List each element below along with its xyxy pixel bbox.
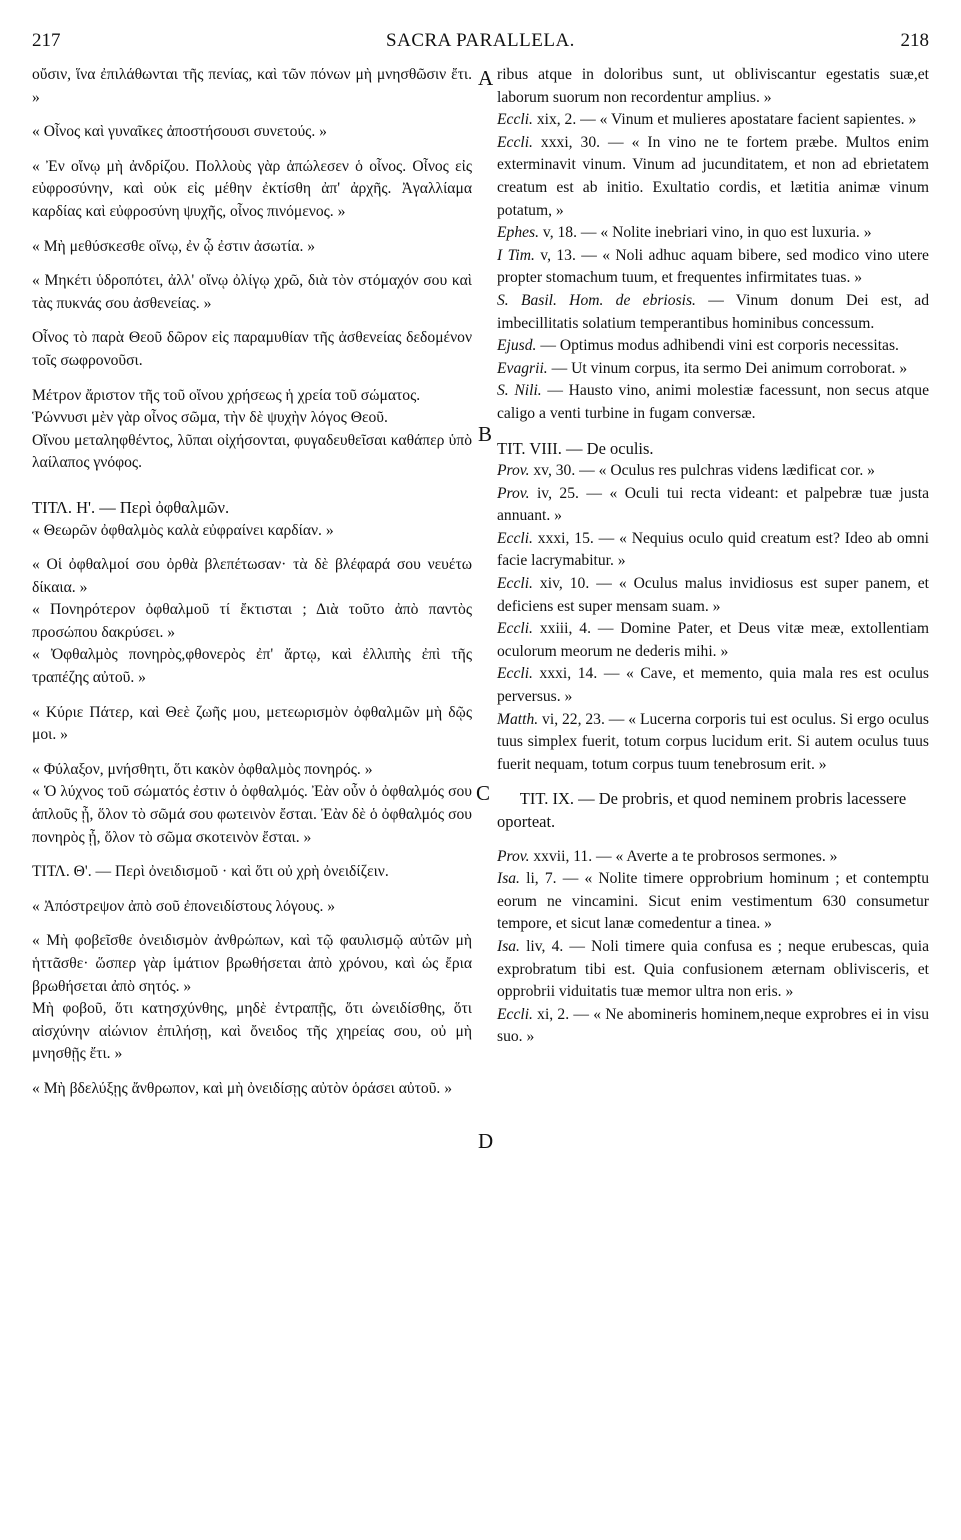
latin-text: xxvii, 11. — « Averte a te probrosos sermones. »: [529, 847, 838, 865]
margin-letter-c: C: [476, 781, 491, 805]
greek-paragraph: οὔσιν, ἵνα ἐπιλάθωνται τῆς πενίας, καὶ τῶν πόνων μὴ μνησθῶσιν ἔτι. »: [32, 66, 472, 106]
citation-ref: S. Nili.: [497, 382, 542, 400]
latin-text: xxiii, 4. — Domine Pater, et Deus vitæ meæ, extollentiam oculorum meorum ne dederis mihi. »: [497, 620, 929, 660]
latin-paragraph: [497, 380, 929, 425]
latin-paragraph: [497, 663, 929, 708]
citation-ref: Prov.: [497, 847, 530, 865]
greek-paragraph: Οἴνου μεταληφθέντος, λῦπαι οἰχήσονται, φυγαδευθεῖσαι καθάπερ ὑπὸ λαίλαπος γνόφος.: [32, 431, 472, 472]
greek-section-title: ΤΙΤΛ. Η'. — Περὶ ὀφθαλμῶν.: [32, 497, 230, 517]
running-title: SACRA PARALLELA.: [386, 30, 575, 51]
latin-paragraph: [497, 245, 929, 290]
greek-paragraph: « Μὴ φοβεῖσθε ὀνειδισμὸν ἀνθρώπων, καὶ τῷ φαυλισμῷ αὐτῶν μὴ ἡττᾶσθε· ὥσπερ γὰρ ἱμάτιον βρωθήσεται ἀπὸ χρόνου, καὶ ὡς ἔρια βρωθήσεται ἀπὸ σητός. »: [32, 932, 472, 995]
margin-letter-a: A: [478, 66, 494, 90]
greek-paragraph: « Ἀπόστρεψον ἀπὸ σοῦ ἐπονειδίστους λόγους. »: [32, 897, 336, 915]
latin-column: [497, 64, 929, 1049]
latin-paragraph: [497, 709, 929, 777]
greek-section-title: ΤΙΤΛ. Θ'. — Περὶ ὀνειδισμοῦ · καὶ ὅτι οὐ χρὴ ὀνειδίζειν.: [32, 863, 389, 881]
greek-paragraph: Μέτρον ἄριστον τῆς τοῦ οἴνου χρήσεως ἡ χρεία τοῦ σώματος.: [32, 386, 421, 404]
margin-letter-b: B: [478, 422, 493, 446]
latin-text: ribus atque in doloribus sunt, ut obliviscantur egestatis suæ,et laborum suorum non recordentur amplius. »: [497, 66, 929, 106]
greek-paragraph: Ῥώννυσι μὲν γὰρ οἶνος σῶμα, τὴν δὲ ψυχὴν λόγος Θεοῦ.: [32, 409, 388, 427]
latin-text: — Vinum donum Dei est, ad imbecillitatis solatium temperantibus hominibus concessum.: [497, 291, 929, 332]
citation-ref: I Tim.: [497, 246, 535, 264]
greek-paragraph: « Ὀφθαλμὸς πονηρὸς,φθονερὸς ἐπ' ἄρτῳ, καὶ ἐλλιπὴς ἐπὶ τῆς τραπέζης αὐτοῦ. »: [32, 646, 472, 687]
latin-text: xxxi, 14. — « Cave, et memento, quia mala res est oculus perversus. »: [497, 665, 929, 706]
citation-ref: Prov.: [497, 462, 530, 480]
latin-section-title: [497, 788, 929, 833]
latin-paragraph: [497, 1004, 929, 1049]
latin-text: xxxi, 15. — « Nequius oculo quid creatum est? Ideo ab omni facie lacrymabitur. »: [497, 529, 929, 570]
latin-text: — Hausto vino, animi molestiæ facessunt, non secus atque caligo a venti turbine in fugam conversæ.: [497, 382, 929, 422]
latin-paragraph: [497, 358, 929, 381]
citation-ref: Matth.: [497, 710, 539, 728]
latin-paragraph: [497, 618, 929, 663]
citation-ref: Ejusd.: [497, 337, 537, 355]
greek-paragraph: « Κύριε Πάτερ, καὶ Θεὲ ζωῆς μου, μετεωρισμὸν ὀφθαλμῶν μὴ δῷς μοι. »: [32, 703, 472, 744]
latin-paragraph: [497, 132, 929, 222]
greek-paragraph: Οἶνος τὸ παρὰ Θεοῦ δῶρον εἰς παραμυθίαν τῆς ἀσθενείας δεδομένον τοῖς σωφρονοῦσι.: [32, 329, 472, 369]
greek-paragraph: « Μὴ μεθύσκεσθε οἴνῳ, ἐν ᾧ ἐστιν ἀσωτία. »: [32, 237, 316, 255]
citation-ref: Eccli.: [497, 1005, 533, 1023]
citation-ref: Eccli.: [497, 111, 533, 129]
greek-column: [32, 64, 472, 1101]
citation-ref: Eccli.: [497, 665, 533, 683]
latin-paragraph: [497, 573, 929, 618]
page-header: [32, 30, 929, 56]
page-number-left: 217: [32, 30, 61, 51]
citation-ref: Isa.: [497, 937, 520, 955]
latin-text: — Optimus modus adhibendi vini est corporis necessitas.: [536, 337, 899, 355]
greek-paragraph: « Μηκέτι ὑδροπότει, ἀλλ' οἴνῳ ὀλίγῳ χρῶ, διὰ τὸν στόμαχόν σου καὶ τὰς πυκνάς σου ἀσθενείας. »: [32, 272, 472, 312]
latin-paragraph: [497, 290, 929, 335]
latin-paragraph: [497, 528, 929, 573]
latin-text: li, 7. — « Nolite timere opprobrium hominum ; et contemptu eorum ne vincamini. Sicut enim vestimentum 630 consumetur tempore, et sicut lanæ comedentur a tinea. »: [497, 870, 929, 933]
page-number-right: 218: [900, 30, 929, 51]
latin-text: vi, 22, 23. — « Lucerna corporis tui est oculus. Si ergo oculus tuus simplex fuerit, totum corpus lucidum erit. Si autem oculus tuus fuerit nequam, totum corpus tuum tenebrosum erit. »: [497, 710, 929, 773]
greek-paragraph: « Οἱ ὀφθαλμοί σου ὀρθὰ βλεπέτωσαν· τὰ δὲ βλέφαρά σου νευέτω δίκαια. »: [32, 556, 472, 596]
latin-paragraph: [497, 483, 929, 528]
latin-paragraph: [497, 64, 929, 109]
latin-text: xi, 2. — « Ne abomineris hominem,neque exprobres ei in visu suo. »: [497, 1005, 929, 1046]
latin-text: xiv, 10. — « Oculus malus invidiosus est super panem, et deficiens est super mensam suam. »: [497, 575, 929, 615]
latin-paragraph: [497, 936, 929, 1004]
latin-paragraph: [497, 846, 929, 869]
latin-text: liv, 4. — Noli timere quia confusa es ; neque erubescas, quia exprobratum tibi est. Quia confusionem æternam oblivisceris, et opprobrii viduitatis tuæ memor ultra non eris. »: [497, 937, 929, 1001]
citation-ref: Ephes.: [497, 224, 540, 242]
latin-section-title: [497, 438, 929, 461]
citation-ref: Eccli.: [497, 575, 533, 593]
latin-paragraph: [497, 868, 929, 936]
greek-paragraph: « Οἶνος καὶ γυναῖκες ἀποστήσουσι συνετούς. »: [32, 123, 327, 141]
citation-ref: S. Basil. Hom. de ebriosis.: [497, 291, 696, 309]
greek-paragraph: « Ὁ λύχνος τοῦ σώματός ἐστιν ὁ ὀφθαλμός. Ἐὰν οὖν ὁ ὀφθαλμός σου ἁπλοῦς ᾖ, ὅλον τὸ σῶμά σου φωτεινὸν ἔσται. Ἐὰν δὲ ὁ ὀφθαλμός σου πονηρὸς ᾖ, ὅλον τὸ σῶμα σκοτεινὸν ἔσται. »: [32, 783, 472, 846]
latin-paragraph: [497, 222, 929, 245]
latin-text: — Ut vinum corpus, ita sermo Dei animum corroborat. »: [547, 359, 908, 377]
greek-paragraph: « Ἐν οἴνῳ μὴ ἀνδρίζου. Πολλοὺς γὰρ ἀπώλεσεν ὁ οἶνος. Οἶνος εἰς εὐφροσύνην, καὶ οὐκ εἰς μέθην ἐκτίσθη ἀπ' ἀρχῆς. Ἀγαλλίαμα καρδίας καὶ εὐφροσύνη ψυχῆς, οἶνος πινόμενος. »: [32, 157, 472, 220]
citation-ref: Eccli.: [497, 133, 533, 151]
greek-paragraph: « Θεωρῶν ὀφθαλμὸς καλὰ εὐφραίνει καρδίαν. »: [32, 521, 334, 539]
latin-paragraph: [497, 109, 929, 132]
citation-ref: Isa.: [497, 870, 520, 888]
latin-text: xix, 2. — « Vinum et mulieres apostatare facient sapientes. »: [532, 111, 917, 129]
margin-letter-d: D: [478, 1129, 494, 1153]
latin-text: v, 13. — « Noli adhuc aquam bibere, sed modico vino utere propter stomachum tuum, et frequentes infirmitates tuas. »: [497, 246, 929, 287]
latin-paragraph: [497, 335, 929, 358]
latin-text: v, 18. — « Nolite inebriari vino, in quo est luxuria. »: [539, 224, 872, 242]
citation-ref: Prov.: [497, 484, 530, 502]
latin-text: xxxi, 30. — « In vino ne te fortem præbe. Multos enim exterminavit vinum. Vinum ad jucunditatem, et non ad ebrietatem creatum est ab initio. Exultatio cordis, et lætitia animæ vinum potatum, »: [497, 133, 929, 219]
citation-ref: Evagrii.: [497, 359, 548, 377]
greek-paragraph: « Πονηρότερον ὀφθαλμοῦ τί ἔκτισται ; Διὰ τοῦτο ἀπὸ παντὸς προσώπου δακρύσει. »: [32, 601, 472, 641]
latin-text: iv, 25. — « Oculi tui recta videant: et palpebræ tuæ justa annuant. »: [497, 484, 929, 525]
latin-text: xv, 30. — « Oculus res pulchras videns lædificat cor. »: [529, 462, 875, 480]
section-title-text: TIT. VIII. — De oculis.: [497, 438, 654, 458]
greek-paragraph: Μὴ φοβοῦ, ὅτι κατησχύνθης, μηδὲ ἐντραπῇς, ὅτι ὠνειδίσθης, ὅτι αἰσχύνην αἰώνιον ἐπιλήσῃ, καὶ ὄνειδος τῆς χηρείας σου, οὐ μὴ μνησθῇς ἔτι. »: [32, 1000, 472, 1063]
latin-paragraph: [497, 460, 929, 483]
citation-ref: Eccli.: [497, 529, 533, 547]
section-title-text: TIT. IX. — De probris, et quod neminem probris lacessere oporteat.: [497, 789, 907, 831]
greek-paragraph: « Μὴ βδελύξῃς ἄνθρωπον, καὶ μὴ ὀνειδίσῃς αὐτὸν ὁράσει αὐτοῦ. »: [32, 1079, 453, 1097]
citation-ref: Eccli.: [497, 620, 533, 638]
greek-paragraph: « Φύλαξον, μνήσθητι, ὅτι κακὸν ὀφθαλμὸς πονηρός. »: [32, 760, 373, 778]
